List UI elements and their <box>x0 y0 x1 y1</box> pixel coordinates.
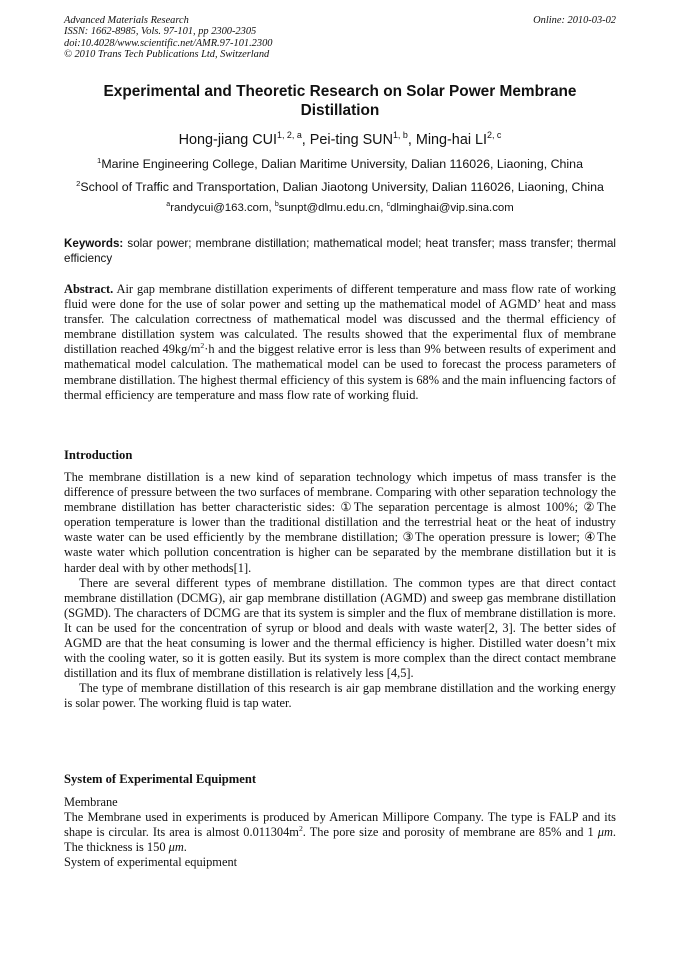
author-name: Ming-hai LI <box>415 132 488 148</box>
online-date: Online: 2010-03-02 <box>533 15 616 26</box>
affiliation-2 <box>64 180 616 195</box>
keywords-label: Keywords: <box>64 237 124 250</box>
introduction-body <box>64 470 616 712</box>
journal-copyright: © 2010 Trans Tech Publications Ltd, Switzerland <box>64 48 270 60</box>
paragraph: The membrane distillation is a new kind of separation technology which impetus of mass transfer is the difference of pressure between the two surfaces of membrane. Comparing with other separation technology the membrane distillation has better characteristic sides: ①The separation percentage is almost 100%; ②The operation temperature is lower than the traditional distillation and the terrestrial heat or the heat of industry waste water can be used efficiently by the membrane distillation; ③The operation pressure is lower; ④The waste water which pollution concentration is higher can be separated by the membrane distillation but it is harder deal with by other methods[1]. <box>64 470 616 575</box>
keywords <box>64 236 616 266</box>
affiliation-text: Marine Engineering College, Dalian Maritime University, Dalian 116026, Liaoning, China <box>101 157 583 171</box>
email-mark: b <box>274 201 279 209</box>
section-heading-introduction: Introduction <box>64 448 133 462</box>
author-name: Hong-jiang CUI <box>178 132 278 148</box>
affiliation-1 <box>64 157 616 172</box>
paragraph <box>64 810 616 855</box>
email-mark: a <box>166 201 171 209</box>
subheading-membrane: Membrane <box>64 795 118 809</box>
affiliation-mark: 2 <box>76 178 81 188</box>
email: dlminghai@vip.sina.com <box>390 202 514 214</box>
unit-micrometer: μm <box>597 825 613 840</box>
author-separator: , <box>407 132 416 148</box>
author-affil-mark: 2, c <box>487 130 502 141</box>
author-separator: , <box>301 132 310 148</box>
abstract <box>64 282 616 403</box>
abstract-superscript: 2 <box>200 341 205 351</box>
email-mark: c <box>386 201 391 209</box>
keywords-text: solar power; membrane distillation; mathematical model; heat transfer; mass transfer; thermal efficiency <box>64 237 616 265</box>
author-affil-mark: 1, 2, a <box>277 130 302 141</box>
abstract-label: Abstract. <box>64 282 114 296</box>
system-body <box>64 795 616 870</box>
journal-name: Advanced Materials Research <box>64 15 189 26</box>
unit-micrometer: μm <box>168 840 184 855</box>
subheading-equipment: System of experimental equipment <box>64 855 238 870</box>
paragraph: The type of membrane distillation of this research is air gap membrane distillation and the working energy is solar power. The working fluid is tap water. <box>64 681 616 711</box>
membrane-superscript: 2 <box>298 824 303 834</box>
author-list <box>64 131 616 149</box>
journal-doi: doi:10.4028/www.scientific.net/AMR.97-101.2300 <box>64 37 273 49</box>
author-emails <box>64 201 616 215</box>
paper-title: Experimental and Theoretic Research on Solar Power Membrane Distillation <box>103 83 577 119</box>
author-name: Pei-ting SUN <box>309 132 393 148</box>
journal-header <box>64 15 616 60</box>
membrane-text: . The thickness is 150 <box>64 825 616 855</box>
affiliation-text: School of Traffic and Transportation, Dalian Jiaotong University, Dalian 116026, Liaoning, China <box>80 180 604 194</box>
section-heading-system: System of Experimental Equipment <box>64 772 257 786</box>
journal-issn: ISSN: 1662-8985, Vols. 97-101, pp 2300-2305 <box>64 26 257 38</box>
membrane-text: The Membrane used in experiments is produced by American Millipore Company. The type is FALP and its shape is circular. Its area is almost 0.011304m <box>64 810 616 840</box>
email: sunpt@dlmu.edu.cn, <box>278 202 387 214</box>
affiliation-mark: 1 <box>97 155 102 165</box>
abstract-text: Air gap membrane distillation experiments of different temperature and mass flow rate of working fluid were done for the use of solar power and setting up the mathematical model of AGMD’ heat and mass transfer. The calculation correctness of mathematical model was discussed and the thermal efficiency of membrane distillation system was calculated. The results showed that the experimental flux of membrane distillation reached 49kg/m <box>64 282 616 357</box>
membrane-text: . The pore size and porosity of membrane are 85% and 1 <box>302 825 598 840</box>
abstract-text: ·h and the biggest relative error is less than 9% between results of experiment and mathematical model calculation. The mathematical model can be used to forecast the process parameters of membrane distillation. The highest thermal efficiency of this system is 68% and the main influencing factors of thermal efficiency are temperature and mass flow rate of working fluid. <box>64 342 616 402</box>
membrane-text: . <box>183 840 187 855</box>
author-affil-mark: 1, b <box>392 130 408 141</box>
paragraph: There are several different types of membrane distillation. The common types are that direct contact membrane distillation (DCMG), air gap membrane distillation (AGMD) and sweep gas membrane distillation (SGMD). The characters of DCMG are that its system is simpler and the flux of membrane distillation is more. It can be used for the concentration of syrup or blood and deals with waste water[2, 3]. The better sides of AGMD are that the heat consuming is lower and the thermal efficiency is higher. Distilled water doesn’t mix with the cooling water, so it is gotten easily. But its system is more complex than the direct contact membrane distillation and its flux of membrane distillation is relatively less [4,5]. <box>64 575 616 681</box>
email: randycui@163.com, <box>170 202 275 214</box>
